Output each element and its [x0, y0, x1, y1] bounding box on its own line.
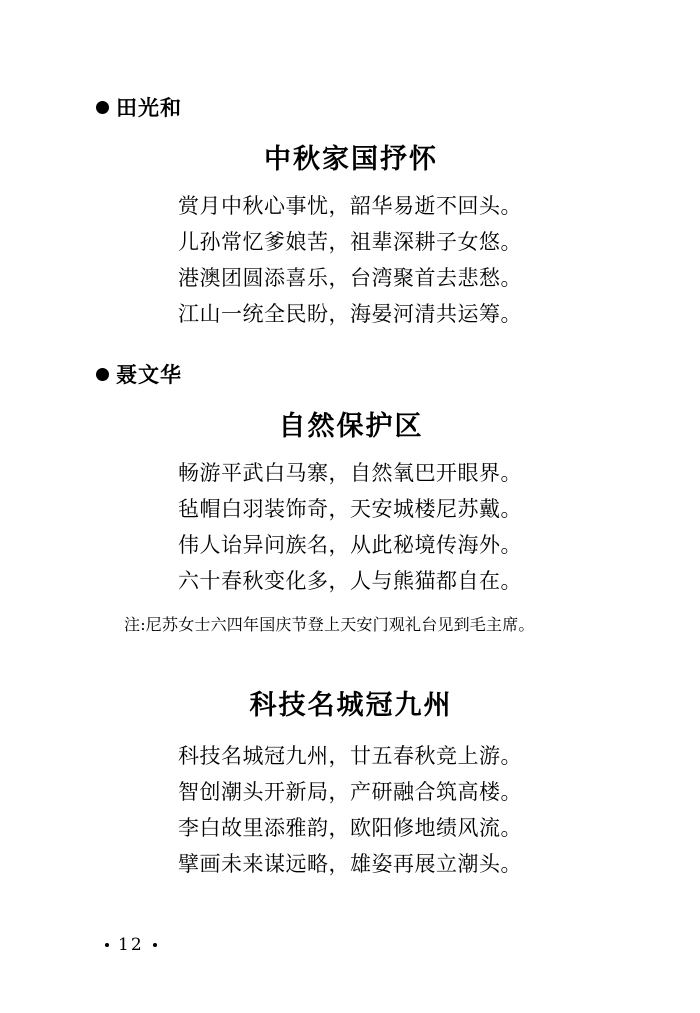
poem-block — [96, 96, 606, 333]
poem-line: 科技名城冠九州，廿五春秋竞上游。 — [178, 744, 522, 769]
author-line — [96, 363, 606, 386]
poem-line: 李白故里添雅韵，欧阳修地绩风流。 — [178, 816, 522, 841]
poem-title: 科技名城冠九州 — [249, 690, 453, 722]
bullet-icon — [96, 101, 109, 114]
bullet-icon — [96, 368, 109, 381]
poem-block — [96, 363, 606, 638]
poem-note: 注:尼苏女士六四年国庆节登上天安门观礼台见到毛主席。 — [124, 615, 535, 635]
poem-line: 毡帽白羽装饰奇，天安城楼尼苏戴。 — [178, 496, 522, 521]
poem-line: 擘画未来谋远略，雄姿再展立潮头。 — [178, 852, 522, 877]
page-number — [96, 935, 166, 955]
poem-line: 伟人诒异问族名，从此秘境传海外。 — [178, 532, 522, 557]
author-name: 聂文华 — [116, 361, 182, 387]
author-name: 田光和 — [116, 95, 182, 120]
poem-line: 畅游平武白马寨，自然氧巴开眼界。 — [178, 460, 522, 485]
author-line — [96, 96, 606, 119]
page-number-dot-right — [153, 943, 157, 947]
page-content — [96, 96, 606, 913]
poem-title: 自然保护区 — [278, 410, 424, 442]
poem-line: 港澳团圆添喜乐，台湾聚首去悲愁。 — [178, 266, 522, 291]
poem-body — [178, 188, 606, 332]
poem-line: 赏月中秋心事忧，韶华易逝不回头。 — [178, 194, 522, 219]
poem-line: 江山一统全民盼，海晏河清共运筹。 — [178, 302, 522, 327]
poem-body — [178, 455, 606, 599]
poem-block-standalone — [96, 683, 606, 882]
poem-line: 六十春秋变化多，人与熊猫都自在。 — [178, 568, 522, 593]
page-number-dot-left — [105, 943, 109, 947]
poem-line: 儿孙常忆爹娘苦，祖辈深耕子女悠。 — [178, 230, 522, 255]
poem-body — [178, 738, 606, 882]
page-number-value: 12 — [118, 935, 144, 955]
poem-title: 中秋家国抒怀 — [264, 144, 438, 176]
poem-line: 智创潮头开新局，产研融合筑高楼。 — [178, 780, 522, 805]
